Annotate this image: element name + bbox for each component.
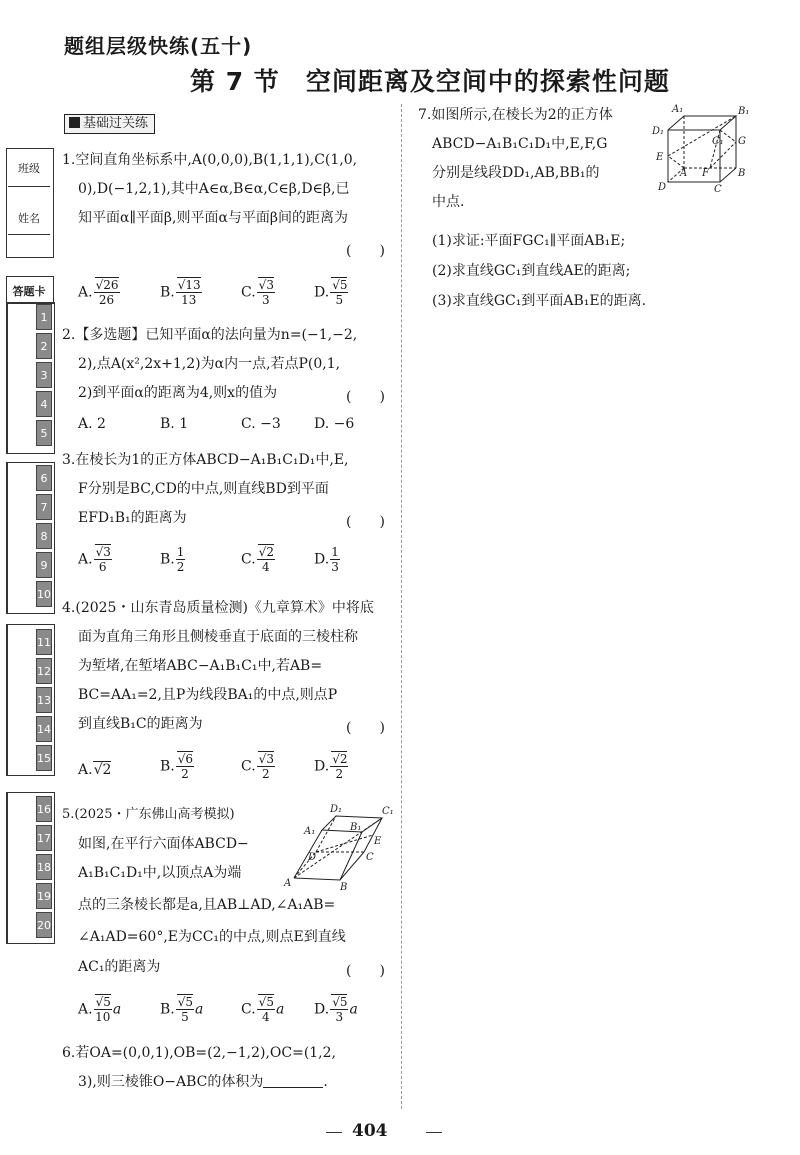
q1-line-2: 0),D(−1,2,1),其中A∈α,B∈α,C∈β,D∈β,已 [78,181,350,197]
answer-tab-8: 8 [36,523,52,549]
q2-option-a: A. 2 [78,416,106,432]
q7-label-c: C [714,184,722,194]
q7-label-d1: D₁ [652,126,665,137]
class-line [8,186,50,187]
q5-parallelepiped-figure [282,800,397,890]
q5-label-d1: D₁ [330,804,343,815]
q5-label-c1: C₁ [382,806,394,817]
tag-square-icon [69,117,80,128]
q3-answer-paren: ( ) [346,514,385,530]
q7-label-f: F [702,168,709,179]
q1-answer-paren: ( ) [346,243,385,259]
q5-label-c: C [366,852,374,863]
q4-line-2: 面为直角三角形且侧棱垂直于底面的三棱柱称 [78,629,358,645]
q5-line-4: 点的三条棱长都是a,且AB⊥AD,∠A₁AB= [78,897,336,913]
q4-option-a: A.√ 2 [78,762,111,778]
q7-part-1: (1)求证:平面FGC₁∥平面AB₁E; [432,233,626,249]
q5-option-b: B. √ $\frac{5}{5}$ a [160,995,203,1024]
q5-label-b: B [340,882,348,890]
q5-label-d: D [308,852,317,863]
answer-tab-12: 12 [36,658,52,684]
q5-label-b1: B₁ [350,822,362,833]
name-line [8,234,50,235]
series-title: 题组层级快练(五十) [64,34,253,58]
q1-line-1: 1.空间直角坐标系中,A(0,0,0),B(1,1,1),C(1,0, [62,152,358,168]
q7-line-4: 中点. [432,194,465,210]
q5-option-d: D. √ $\frac{5}{3}$ a [314,995,358,1024]
answer-tab-5: 5 [36,420,52,446]
q5-label-a1: A₁ [304,826,316,837]
q7-label-b1: B₁ [738,106,750,117]
answer-tab-10: 10 [36,581,52,607]
q7-cube-figure [650,100,750,194]
q5-line-3: A₁B₁C₁D₁中,以顶点A为端 [78,865,242,881]
q5-line-6: AC₁的距离为 [78,959,161,975]
section-name: 空间距离及空间中的探索性问题 [305,67,670,96]
answer-tab-9: 9 [36,552,52,578]
answer-tab-4: 4 [36,391,52,417]
q3-option-c: C. √ $\frac{2}{4}$ [241,545,276,574]
answer-tab-1: 1 [36,304,52,330]
q4-line-1: 4.(2025・山东青岛质量检测)《九章算术》中将底 [62,600,374,616]
q7-label-a: A [680,168,688,179]
answer-tab-18: 18 [36,854,52,880]
q7-part-2: (2)求直线GC₁到直线AE的距离; [432,263,631,279]
q3-option-b: B. $\frac{1}{2}$ [160,545,185,574]
q5-answer-paren: ( ) [346,963,385,979]
q1-option-c: C. √ $\frac{3}{3}$ [241,278,276,307]
q7-label-g: G [738,136,746,147]
q4-line-4: BC=AA₁=2,且P为线段BA₁的中点,则点P [78,687,338,703]
q6-answer-blank[interactable] [263,1073,323,1088]
answer-tab-3: 3 [36,362,52,388]
answer-tab-17: 17 [36,825,52,851]
answer-tab-20: 20 [36,912,52,938]
answer-tab-15: 15 [36,745,52,771]
q2-option-d: D. −6 [314,416,355,432]
q3-option-a: A. √ $\frac{3}{6}$ [78,545,113,574]
q7-line-1: 7.如图所示,在棱长为2的正方体 [418,107,613,123]
q7-part-3: (3)求直线GC₁到平面AB₁E的距离. [432,293,647,309]
answer-tab-6: 6 [36,465,52,491]
q5-option-c: C. √ $\frac{5}{4}$ a [241,995,284,1024]
q1-line-3: 知平面α∥平面β,则平面α与平面β间的距离为 [78,210,349,226]
q7-label-e: E [656,152,664,163]
q7-line-2: ABCD−A₁B₁C₁D₁中,E,F,G [432,136,608,152]
tag-label: 基础过关练 [83,116,149,131]
answer-tab-19: 19 [36,883,52,909]
q4-line-3: 为堑堵,在堑堵ABC−A₁B₁C₁中,若AB= [78,658,323,674]
q4-option-d: D. √ $\frac{2}{2}$ [314,752,349,781]
q7-line-3: 分别是线段DD₁,AB,BB₁的 [432,165,600,181]
q5-label-a: A [284,878,292,889]
q2-answer-paren: ( ) [346,389,385,405]
basic-practice-tag [64,114,155,134]
q4-option-b: B. √ $\frac{6}{2}$ [160,752,195,781]
q3-line-2: F分别是BC,CD的中点,则直线BD到平面 [78,481,329,497]
q6-line-1: 6.若OA=(0,0,1),OB=(2,−1,2),OC=(1,2, [62,1045,336,1061]
q7-label-c1: C₁ [712,136,724,147]
section-number: 第 7 节 [190,67,280,96]
class-label: 班级 [18,162,40,175]
q5-line-5: ∠A₁AD=60°,E为CC₁的中点,则点E到直线 [78,929,346,945]
q1-option-b: B. √ $\frac{13}{13}$ [160,278,203,307]
q1-option-d: D. √ $\frac{5}{5}$ [314,278,349,307]
answer-card-label: 答题卡 [12,285,46,298]
name-label: 姓名 [18,212,40,225]
q5-line-1: 5.(2025・广东佛山高考模拟) [62,807,235,822]
q1-option-a: A. √ $\frac{26}{26}$ [78,278,121,307]
q7-label-a1: A₁ [672,104,684,115]
q3-option-d: D. $\frac{1}{3}$ [314,545,339,574]
answer-tab-14: 14 [36,716,52,742]
page-dash-left [326,1132,342,1133]
section-title [190,62,670,98]
q3-line-1: 3.在棱长为1的正方体ABCD−A₁B₁C₁D₁中,E, [62,452,349,468]
q6-line-2: 3),则三棱锥O−ABC的体积为 . [78,1074,328,1090]
q5-line-2: 如图,在平行六面体ABCD− [78,836,249,852]
q3-line-3: EFD₁B₁的距离为 [78,510,187,526]
q4-line-5: 到直线B₁C的距离为 [78,716,203,732]
q7-label-b: B [738,168,746,179]
q2-line-2: 2),点A(x²,2x+1,2)为α内一点,若点P(0,1, [78,356,341,372]
answer-tab-7: 7 [36,494,52,520]
q4-option-c: C. √ $\frac{3}{2}$ [241,752,276,781]
q5-option-a: A. √ $\frac{5}{10}$ a [78,995,121,1024]
q2-option-b: B. 1 [160,416,189,432]
page-dash-right [426,1132,442,1133]
q2-line-1: 2.【多选题】已知平面α的法向量为n=(−1,−2, [62,327,358,343]
answer-tab-13: 13 [36,687,52,713]
answer-tab-11: 11 [36,629,52,655]
q2-line-3: 2)到平面α的距离为4,则x的值为 [78,385,278,401]
q4-answer-paren: ( ) [346,720,385,736]
q5-label-e: E [374,836,382,847]
column-divider [401,104,402,1109]
q2-option-c: C. −3 [241,416,281,432]
page-number: 404 [352,1121,388,1141]
q7-label-d: D [658,182,667,193]
answer-tab-2: 2 [36,333,52,359]
answer-tab-16: 16 [36,796,52,822]
